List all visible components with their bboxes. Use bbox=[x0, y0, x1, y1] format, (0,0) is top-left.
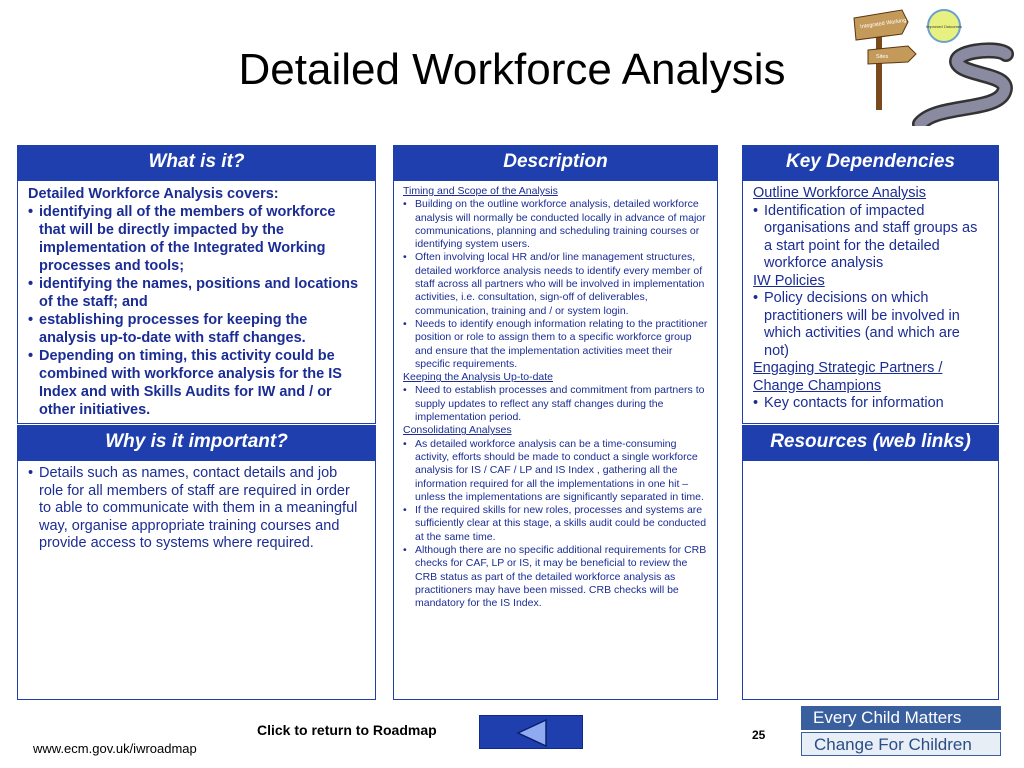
list-item: • Although there are no specific additional requirements for CRB checks for CAF, LP or IS, it may be beneficial to review the CRB status as part of the detailed workforce analysis as practitioners may have been missed. CRB checks will be mandatory for the IS Index. bbox=[403, 544, 708, 610]
description-panel bbox=[393, 180, 718, 700]
list-item: • As detailed workforce analysis can be a time-consuming activity, efforts should be made to conduct a single workforce analysis for IS / CAF / LP and IS Index , gathering all the information required for all the implementations in one hit – unless the implementations are significantly separated in time. bbox=[403, 438, 708, 504]
list-item: • Depending on timing, this activity could be combined with workforce analysis for the IS Index and with Skills Audits for IW and / or other initiatives. bbox=[28, 347, 365, 419]
key-dependencies-panel bbox=[742, 180, 999, 424]
list-item: • Details such as names, contact details and job role for all members of staff are required in order to able to communicate with them in a meaningful way, organise appropriate training courses and provide access to systems where required. bbox=[28, 465, 365, 553]
why-important-header: Why is it important? bbox=[17, 425, 376, 460]
roadmap-signpost-icon bbox=[846, 4, 1022, 126]
dependency-list bbox=[753, 290, 988, 360]
resources-panel bbox=[742, 460, 999, 700]
back-button[interactable] bbox=[479, 715, 583, 749]
list-item: • establishing processes for keeping the analysis up-to-date with staff changes. bbox=[28, 311, 365, 347]
what-is-it-list bbox=[28, 203, 365, 419]
description-list bbox=[403, 198, 708, 371]
dependency-title: IW Policies bbox=[753, 272, 825, 289]
dependency-list bbox=[753, 395, 988, 413]
list-item: • Policy decisions on which practitioners will be involved in which activities (and which are not) bbox=[753, 290, 988, 360]
signpost-label-integrated: Integrated Working bbox=[859, 17, 907, 31]
dependency-list bbox=[753, 203, 988, 273]
resources-header: Resources (web links) bbox=[742, 425, 999, 460]
ecm-logo-line2: Change For Children bbox=[801, 732, 1001, 756]
what-is-it-header: What is it? bbox=[17, 145, 376, 180]
what-is-it-panel bbox=[17, 180, 376, 424]
list-item: • identifying the names, positions and locations of the staff; and bbox=[28, 275, 365, 311]
page-number: 25 bbox=[752, 728, 766, 742]
description-list bbox=[403, 438, 708, 611]
description-section-title: Timing and Scope of the Analysis bbox=[403, 185, 558, 197]
description-section-title: Consolidating Analyses bbox=[403, 424, 512, 437]
signpost-label-outcomes: Improved Outcomes bbox=[925, 24, 963, 29]
list-item: • Often involving local HR and/or line management structures, detailed workforce analysis needs to identify every member of staff across all partners who will be involved in implementation activities, i.e. consultation, sign-off of deliverables, communication, training and / or system login. bbox=[403, 251, 708, 317]
list-item: • If the required skills for new roles, processes and systems are sufficiently clear at this stage, a skills audit could be conducted at the same time. bbox=[403, 504, 708, 544]
list-item: • Need to establish processes and commitment from partners to supply updates to reflect any staff changes during the implementation period. bbox=[403, 384, 708, 424]
list-item: • Needs to identify enough information relating to the practitioner position or role to assign them to a specific workforce group and ensure that the implementation activities meet their specific requirements. bbox=[403, 318, 708, 371]
dependency-title: Engaging Strategic Partners / Change Champions bbox=[753, 360, 943, 394]
description-list bbox=[403, 384, 708, 424]
description-header: Description bbox=[393, 145, 718, 180]
ecm-logo-line1: Every Child Matters bbox=[801, 706, 1001, 730]
list-item: • Key contacts for information bbox=[753, 395, 988, 413]
slide-title: Detailed Workforce Analysis bbox=[238, 45, 786, 94]
back-arrow-icon bbox=[480, 716, 584, 750]
description-section-title: Keeping the Analysis Up-to-date bbox=[403, 371, 554, 384]
list-item: • Identification of impacted organisations and staff groups as a start point for the detailed workforce analysis bbox=[753, 203, 988, 273]
why-important-panel bbox=[17, 460, 376, 700]
what-is-it-intro: Detailed Workforce Analysis covers: bbox=[28, 186, 279, 202]
key-dependencies-header: Key Dependencies bbox=[742, 145, 999, 180]
signpost-label-sites: Sites bbox=[876, 54, 889, 60]
footer-url: www.ecm.gov.uk/iwroadmap bbox=[33, 741, 197, 756]
return-to-roadmap-link[interactable]: Click to return to Roadmap bbox=[257, 722, 437, 738]
list-item: • Building on the outline workforce analysis, detailed workforce analysis will normally be conducted locally in advance of major communications, planning and scheduling training courses or identifying system users. bbox=[403, 198, 708, 251]
ecm-logo bbox=[801, 706, 1001, 756]
why-important-list bbox=[28, 465, 365, 553]
list-item: • identifying all of the members of workforce that will be directly impacted by the implementation of the Integrated Working processes and tools; bbox=[28, 203, 365, 275]
dependency-title: Outline Workforce Analysis bbox=[753, 185, 926, 201]
